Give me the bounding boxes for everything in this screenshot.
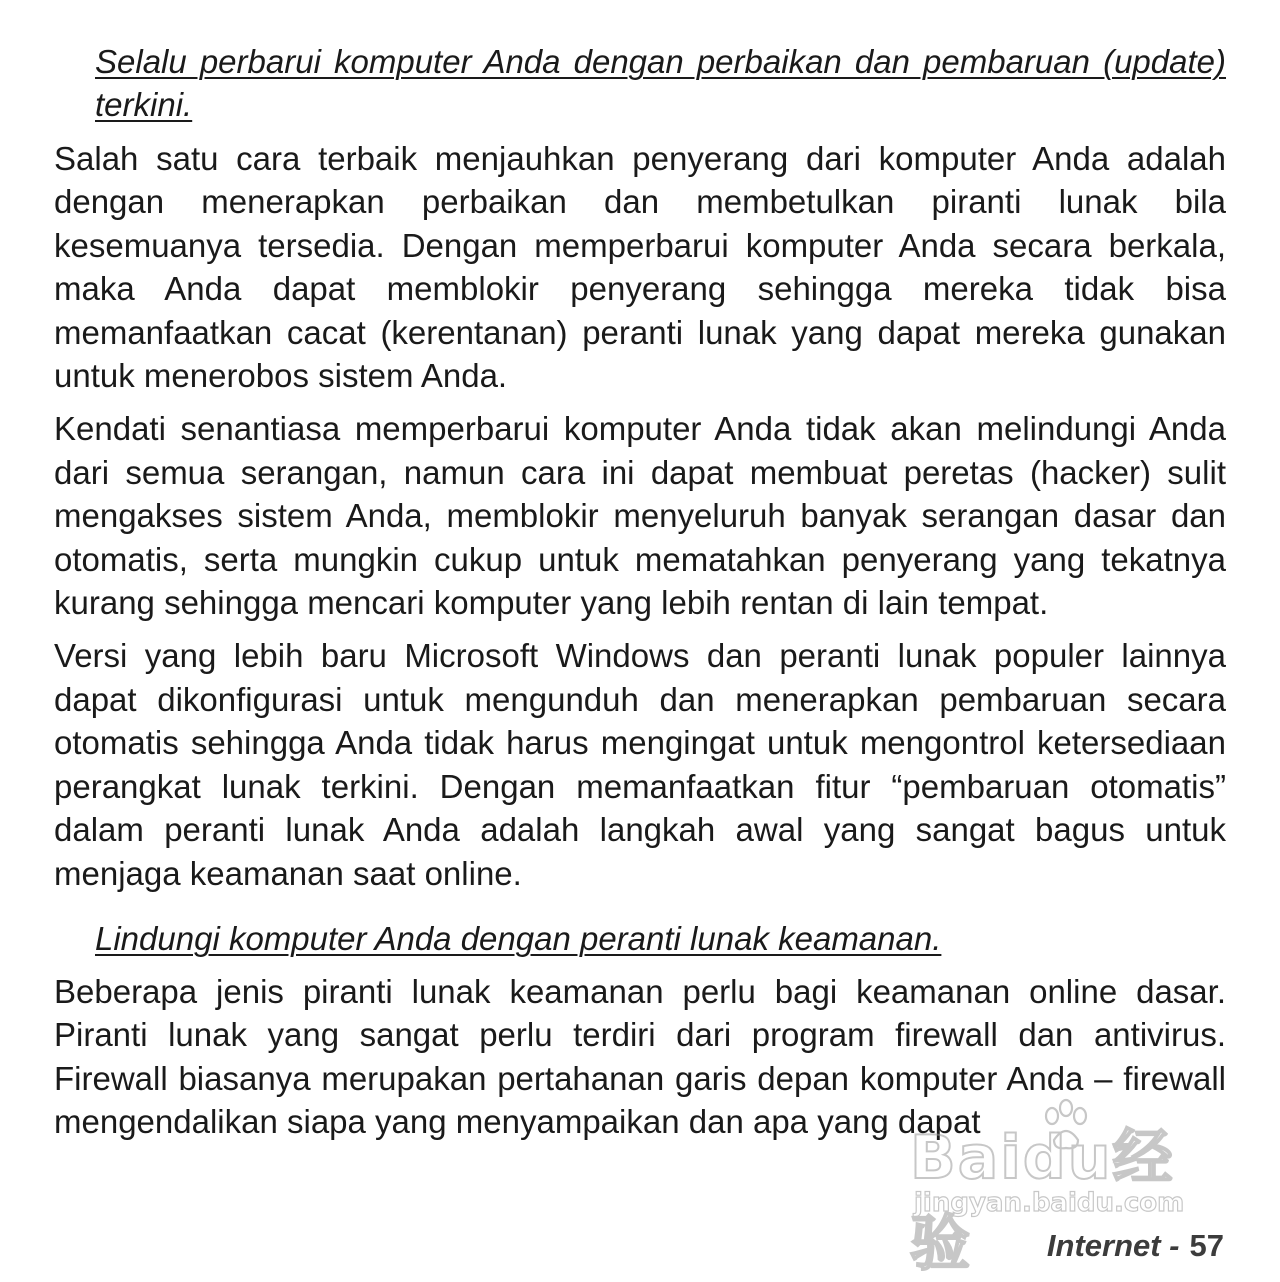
- footer-section-label: Internet -: [1046, 1228, 1180, 1263]
- section-heading-update: Selalu perbarui komputer Anda dengan perbaikan dan pembaruan (update) terkini.: [95, 43, 1226, 123]
- paragraph-security-software: Beberapa jenis piranti lunak keamanan perlu bagi keamanan online dasar. Piranti lunak yang sangat perlu terdiri dari program firewall dan antivirus. Firewall biasanya merupakan pertahanan garis depan komputer Anda – firewall mengendalikan siapa yang menyampaikan dan apa yang dapat: [54, 972, 1226, 1141]
- document-page: [54, 40, 1226, 1144]
- page-number: 57: [1189, 1228, 1224, 1263]
- paragraph-automatic-updates: Versi yang lebih baru Microsoft Windows dan peranti lunak populer lainnya dapat dikonfigurasi untuk mengunduh dan menerapkan pembaruan secara otomatis sehingga Anda tidak harus mengingat untuk mengontrol ketersediaan perangkat lunak terkini. Dengan memanfaatkan fitur “pembaruan otomatis” dalam peranti lunak Anda adalah langkah awal yang sangat bagus untuk menjaga keamanan saat online.: [54, 637, 1226, 892]
- page-footer: [1047, 1228, 1224, 1264]
- paragraph-update-benefits: Kendati senantiasa memperbarui komputer Anda tidak akan melindungi Anda dari semua serangan, namun cara ini dapat membuat peretas (hacker) sulit mengakses sistem Anda, memblokir menyeluruh banyak serangan dasar dan otomatis, serta mungkin cukup untuk mematahkan penyerang yang tekatnya kurang sehingga mencari komputer yang lebih rentan di lain tempat.: [54, 410, 1226, 622]
- watermark-url: jingyan.baidu.com: [914, 1188, 1185, 1218]
- watermark-logo: Baidu经验: [910, 1123, 1175, 1279]
- paragraph-update-importance: Salah satu cara terbaik menjauhkan penyerang dari komputer Anda adalah dengan menerapkan perbaikan dan membetulkan piranti lunak bila kesemuanya tersedia. Dengan memperbarui komputer Anda secara berkala, maka Anda dapat memblokir penyerang sehingga mereka tidak bisa memanfaatkan cacat (kerentanan) peranti lunak yang dapat mereka gunakan untuk menerobos sistem Anda.: [54, 140, 1226, 395]
- section-heading-security-software: Lindungi komputer Anda dengan peranti lunak keamanan.: [95, 919, 942, 957]
